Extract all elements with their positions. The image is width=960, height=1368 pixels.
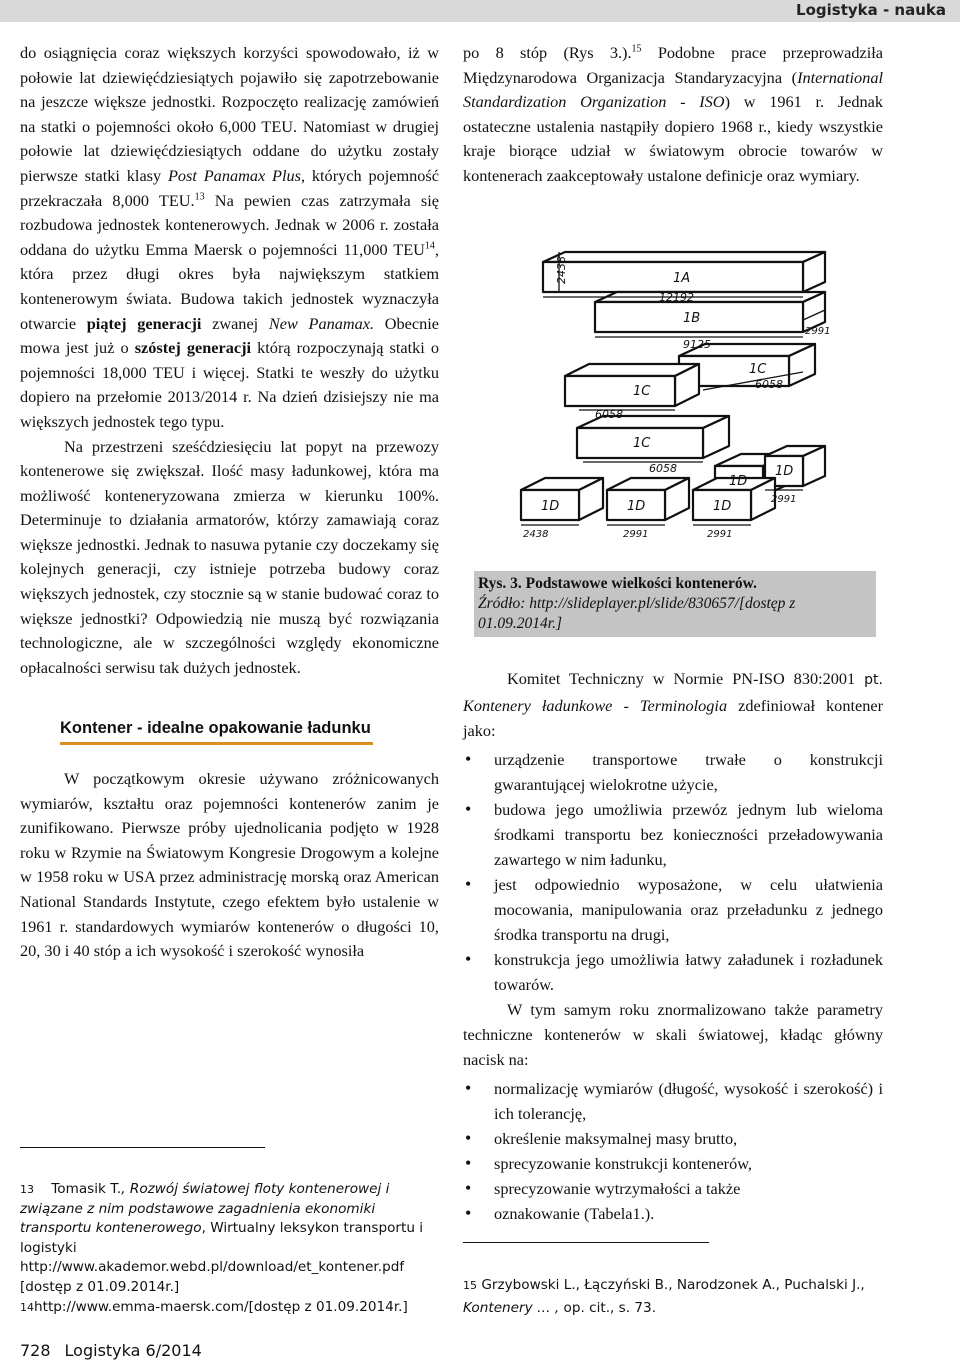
footnotes-left — [20, 1180, 439, 1317]
footnote-rule-left — [20, 1147, 265, 1148]
parameters-list — [463, 1076, 883, 1226]
list-item: • normalizację wymiarów (długość, wysokość i szerokość) i ich tolerancję, — [463, 1076, 883, 1126]
page-number: 728 — [20, 1341, 51, 1360]
footnote-13: 13 Tomasik T., Rozwój światowej floty kontenerowej i związane z nim podstawowe zagadnienia ekonomiki transportu kontenerowego, Wirtualny leksykon transportu i logistyki http://www.akademor.webd.pl/download/et_kontener.pdf [dostęp z 01.09.2014r.] — [20, 1181, 424, 1295]
list-item: • sprecyzowanie konstrukcji kontenerów, — [463, 1151, 883, 1176]
list-item: • jest odpowiednio wyposażone, w celu ułatwienia mocowania, manipulowania oraz przeładunku z jednego środka transportu na drugi, — [463, 872, 883, 947]
label-1D-f2: 1D — [627, 499, 646, 514]
footnote-ref-15[interactable]: 15 — [631, 43, 642, 55]
paragraph-parameters: W tym samym roku znormalizowano także parametry techniczne kontenerów w skali światowej, kładąc główny nacisk na: — [463, 1000, 883, 1069]
definition-list — [463, 747, 883, 997]
label-2438: 2438 — [555, 256, 568, 284]
label-2991-b3: 2991 — [771, 494, 797, 505]
right-column-top — [463, 41, 883, 189]
label-6058-right: 6058 — [755, 378, 783, 391]
page-footer — [20, 1341, 216, 1360]
footnote-ref-13[interactable]: 13 — [194, 191, 205, 203]
label-2991-b2: 2991 — [707, 529, 733, 540]
list-item: • sprecyzowanie wytrzymałości a także — [463, 1176, 883, 1201]
journal-name: Logistyka 6/2014 — [64, 1341, 202, 1360]
list-item: • budowa jego umożliwia przewóz jednym lub wieloma środkami transportu bez konieczności przeładowywania zawartego w nim ładunku, — [463, 797, 883, 872]
label-2991-b1: 2991 — [623, 529, 649, 540]
label-6058-mid: 6058 — [649, 462, 677, 475]
container-sizes-figure — [503, 250, 839, 550]
paragraph-definition: Komitet Techniczny w Normie PN-ISO 830:2001 pt. Kontenery ładunkowe - Terminologia zdefiniował kontener jako: — [463, 669, 884, 740]
box-1A-top — [543, 252, 825, 262]
label-2438-bottom: 2438 — [523, 529, 549, 540]
label-1D-r2: 1D — [775, 464, 794, 479]
list-item: • oznakowanie (Tabela1.). — [463, 1201, 883, 1226]
box-1C-front-front — [565, 376, 675, 406]
figure-caption — [474, 571, 876, 637]
label-6058-left: 6058 — [595, 408, 623, 421]
running-header: Logistyka - nauka — [796, 1, 946, 19]
label-12192: 12192 — [659, 291, 694, 304]
label-1B: 1B — [683, 311, 701, 326]
label-1C-back: 1C — [749, 362, 767, 377]
label-1D-f3: 1D — [713, 499, 732, 514]
label-1D-f1: 1D — [541, 499, 560, 514]
left-column — [20, 41, 439, 964]
caption-title: Rys. 3. Podstawowe wielkości kontenerów. — [478, 575, 757, 592]
list-item: • określenie maksymalnej masy brutto, — [463, 1126, 883, 1151]
right-column-lower — [463, 666, 883, 1226]
label-1C-front: 1C — [633, 384, 651, 399]
label-2991-top: 2991 — [805, 326, 831, 337]
footnote-rule-right — [463, 1242, 709, 1243]
paragraph-generations: do osiągnięcia coraz większych korzyści spowodowało, iż w połowie lat dziewięćdziesiątych pojawiło się zapotrzebowanie na jeszcze większe jednostki. Rozpoczęto realizację zamówień na statki o pojemności około 6,000 TEU. Natomiast w drugiej połowie lat dziewięćdziesiątych oddane do użytku zostały pierwsze statki klasy Post Panamax Plus, których pojemność przekraczała 8,000 TEU.$^{13}$ Na pewien czas zatrzymała się rozbudowa jednostek kontenerowych. Jednak w 2006 r. została oddana do użytku Emma Maersk o pojemności 11,000 TEU$^{14}$, która przez długi okres była największym statkiem kontenerowym świata. Budowa takich jednostek wyznaczyła otwarcie piątej generacji zwanej New Panamax. Obecnie mowa jest już o szóstej generacji którą rozpoczynają statki o pojemności 18,000 TEU i więcej. Statki te weszły do użytku dopiero na przełomie 2013/2014 r. Na dzień dzisiejszy nie ma większych jednostek tego typu. — [20, 43, 440, 431]
paragraph-iso: po 8 stóp (Rys 3.).$^{15}$ Podobne prace przeprowadziła Międzynarodowa Organizacja Standaryzacyjna (International Standardization Organization - ISO) w 1961 r. Jednak ostateczne ustalenia nastąpiły dopiero 1968 r., kiedy wszystkie kraje biorące udział w światowym obrocie towarów w kontenerach zaakceptowały ustalone definicje oraz wymiary. — [463, 43, 884, 185]
section-heading: Kontener - idealne opakowanie ładunku — [60, 716, 373, 745]
list-item: • urządzenie transportowe trwałe o konstrukcji gwarantującej wielokrotne użycie, — [463, 747, 883, 797]
label-1D-r1: 1D — [729, 474, 748, 489]
label-1A: 1A — [673, 271, 691, 286]
container-diagram — [503, 250, 839, 550]
paragraph-history: W początkowym okresie używano zróżnicowanych wymiarów, kształtu oraz pojemności kontenerów zanim je zunifikowano. Pierwsze próby ujednolicania podjęto w 1928 roku w Rzymie na Światowym Kongresie Drogowym a kolejne w 1958 roku w USA przez administrację morską oraz American National Standards Instytute, czego efektem było ustalenie w 1961 r. standardowych wymiarów kontenerów o długości 10, 20, 30 i 40 stóp a ich wysokość i szerokość wynosiła — [20, 769, 439, 961]
list-item: • konstrukcja jego umożliwia łatwy załadunek i rozładunek towarów. — [463, 947, 883, 997]
label-9125: 9125 — [683, 338, 711, 351]
paragraph-demand: Na przestrzeni sześćdziesięciu lat popyt na przewozy kontenerowe się zwiększał. Ilość masy ładunkowej, która ma możliwość konteneryzowana zmierza w kierunku 100%. Determinuje to działania armatorów, którzy zamawiają coraz większe jednostki. Jednak to nasuwa pytanie czy doczekamy się kolejnych generacji, czy istnieje potrzeba budowy coraz większych jednostek, czy stocznie są w stanie budować coraz to większe jednostki? Odpowiedzią nie muszą być rozwiązania technologiczne, ale w szczególności względy ekonomiczne opłacalności serwisu tak dużych jednostek. — [20, 436, 439, 677]
footnote-ref-14[interactable]: 14 — [424, 240, 435, 252]
footnote-14: 14http://www.emma-maersk.com/[dostęp z 01.09.2014r.] — [20, 1298, 408, 1315]
label-1C-low: 1C — [633, 436, 651, 451]
caption-source: Źródło: http://slideplayer.pl/slide/830657/[dostęp z 01.09.2014r.] — [478, 595, 796, 632]
footnote-15: 15 Grzybowski L., Łączyński B., Narodzonek A., Puchalski J., Kontenery … , op. cit., s. 73. — [463, 1277, 865, 1316]
